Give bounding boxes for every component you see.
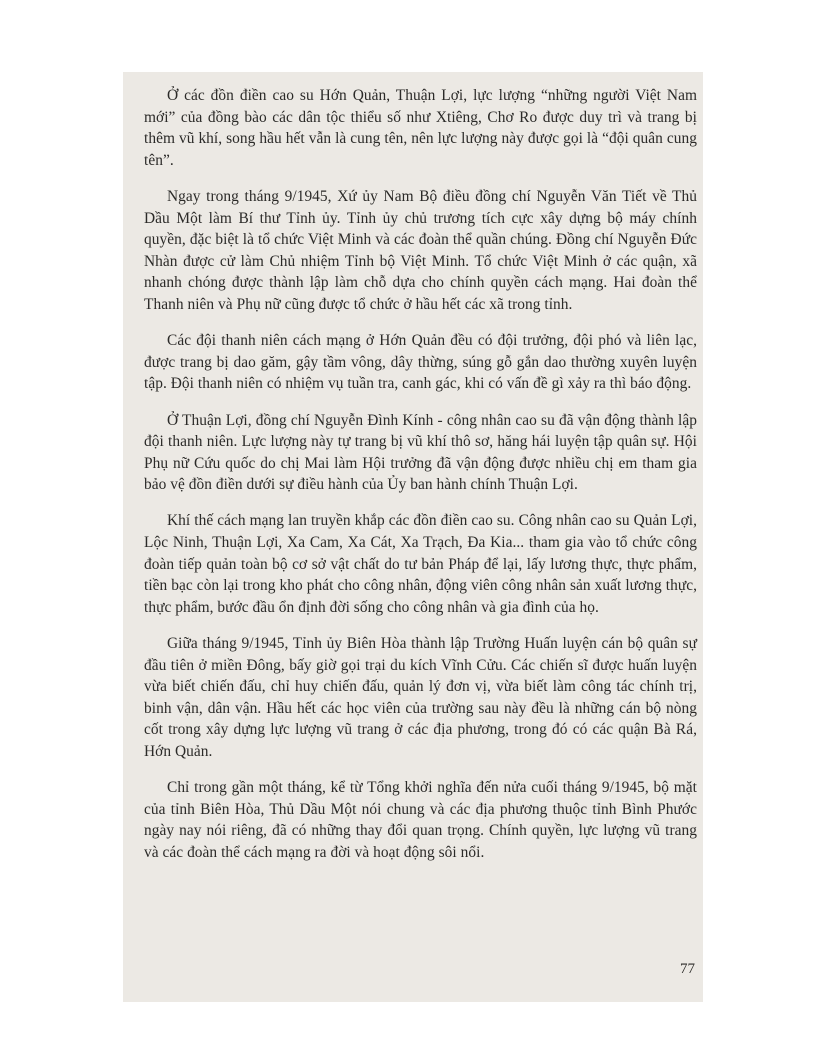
paragraph-2: Ngay trong tháng 9/1945, Xứ ủy Nam Bộ điều đồng chí Nguyễn Văn Tiết về Thủ Dầu Một làm Bí thư Tỉnh ủy. Tỉnh ủy chủ trương tích cực xây dựng bộ máy chính quyền, đặc biệt là tổ chức Việt Minh và các đoàn thể quần chúng. Đồng chí Nguyễn Đức Nhàn được cử làm Chủ nhiệm Tỉnh bộ Việt Minh. Tổ chức Việt Minh ở các quận, xã nhanh chóng được thành lập làm chỗ dựa cho chính quyền cách mạng. Hai đoàn thể Thanh niên và Phụ nữ cũng được tổ chức ở hầu hết các xã trong tỉnh. <box>144 187 697 313</box>
scanned-book-page <box>123 72 703 1002</box>
body-text <box>144 85 697 864</box>
paragraph-1: Ở các đồn điền cao su Hớn Quản, Thuận Lợi, lực lượng “những người Việt Nam mới” của đồng bào các dân tộc thiểu số như Xtiêng, Chơ Ro được duy trì và trang bị thêm vũ khí, song hầu hết vẫn là cung tên, nên lực lượng này được gọi là “đội quân cung tên”. <box>144 87 697 169</box>
paragraph-3: Các đội thanh niên cách mạng ở Hớn Quản đều có đội trưởng, đội phó và liên lạc, được trang bị dao găm, gậy tầm vông, dây thừng, súng gỗ gắn dao thường xuyên luyện tập. Đội thanh niên có nhiệm vụ tuần tra, canh gác, khi có vấn đề gì xảy ra thì báo động. <box>144 332 697 393</box>
paragraph-4: Ở Thuận Lợi, đồng chí Nguyễn Đình Kính - công nhân cao su đã vận động thành lập đội thanh niên. Lực lượng này tự trang bị vũ khí thô sơ, hăng hái luyện tập quân sự. Hội Phụ nữ Cứu quốc do chị Mai làm Hội trưởng đã vận động được nhiều chị em tham gia bảo vệ đồn điền dưới sự điều hành của Ủy ban hành chính Thuận Lợi. <box>144 411 697 494</box>
page-number: 77 <box>680 961 695 977</box>
paragraph-5: Khí thế cách mạng lan truyền khắp các đồn điền cao su. Công nhân cao su Quản Lợi, Lộc Ninh, Thuận Lợi, Xa Cam, Xa Cát, Xa Trạch, Đa Kia... tham gia vào tổ chức công đoàn tiếp quản toàn bộ cơ sở vật chất do tư bản Pháp để lại, lấy lương thực, thực phẩm, tiền bạc còn lại trong kho phát cho công nhân, động viên công nhân sản xuất lương thực, thực phẩm, bước đầu ổn định đời sống cho công nhân và gia đình của họ. <box>144 512 697 616</box>
paragraph-7: Chỉ trong gần một tháng, kể từ Tổng khởi nghĩa đến nửa cuối tháng 9/1945, bộ mặt của tỉnh Biên Hòa, Thủ Dầu Một nói chung và các địa phương thuộc tỉnh Bình Phước ngày nay nói riêng, đã có những thay đổi quan trọng. Chính quyền, lực lượng vũ trang và các đoàn thể cách mạng ra đời và hoạt động sôi nổi. <box>144 779 697 861</box>
paragraph-6: Giữa tháng 9/1945, Tỉnh ủy Biên Hòa thành lập Trường Huấn luyện cán bộ quân sự đầu tiên ở miền Đông, bấy giờ gọi trại du kích Vĩnh Cửu. Các chiến sĩ được huấn luyện vừa biết chiến đấu, chỉ huy chiến đấu, quản lý đơn vị, vừa biết làm công tác chính trị, binh vận, dân vận. Hầu hết các học viên của trường sau này đều là những cán bộ nòng cốt trong xây dựng lực lượng vũ trang ở các địa phương, trong đó có các quận Bà Rá, Hớn Quản. <box>144 635 697 760</box>
